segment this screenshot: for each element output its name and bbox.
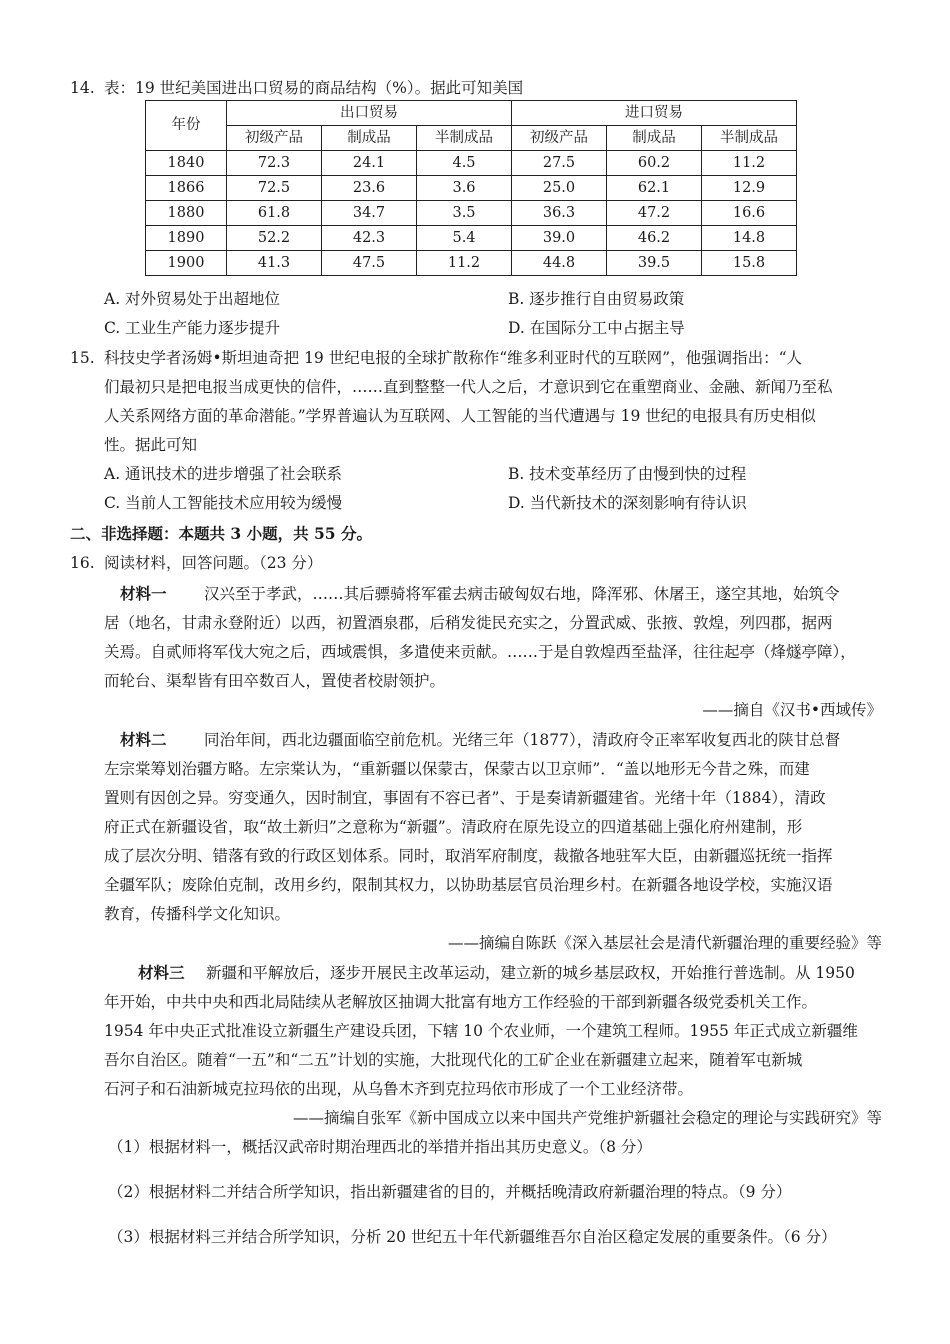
section-heading: 二、非选择题：本题共 3 小题，共 55 分。 bbox=[70, 524, 372, 543]
table-cell: 42.3 bbox=[322, 226, 417, 251]
table-cell: 1900 bbox=[146, 251, 227, 276]
table-cell: 47.5 bbox=[322, 251, 417, 276]
table-cell: 11.2 bbox=[417, 251, 512, 276]
table-cell: 3.5 bbox=[417, 201, 512, 226]
table-cell: 52.2 bbox=[227, 226, 322, 251]
sub-question-3: （3）根据材料三并结合所学知识，分析 20 世纪五十年代新疆维吾尔自治区稳定发展的重要条件。（6 分） bbox=[108, 1228, 837, 1246]
table-cell: 39.0 bbox=[512, 226, 607, 251]
table-cell: 4.5 bbox=[417, 151, 512, 176]
table-row bbox=[146, 226, 797, 251]
table-header-import: 进口贸易 bbox=[512, 101, 797, 126]
table-subheader: 半制成品 bbox=[702, 126, 797, 151]
table-subheader: 制成品 bbox=[607, 126, 702, 151]
question-stem-line: 们最初只是把电报当成更快的信件，……直到整整一代人之后，才意识到它在重塑商业、金融、新闻乃至私 bbox=[104, 378, 833, 396]
material-line: 年开始，中共中央和西北局陆续从老解放区抽调大批富有地方工作经验的干部到新疆各级党委机关工作。 bbox=[104, 993, 818, 1011]
material-label: 材料一 bbox=[120, 584, 167, 603]
table-cell: 3.6 bbox=[417, 176, 512, 201]
table-cell: 1890 bbox=[146, 226, 227, 251]
table-subheader: 制成品 bbox=[322, 126, 417, 151]
table-cell: 25.0 bbox=[512, 176, 607, 201]
material-line: 全疆军队；废除伯克制，改用乡约，限制其权力，以协助基层官员治理乡村。在新疆各地设学校，实施汉语 bbox=[104, 876, 833, 894]
option-d[interactable]: D. 在国际分工中占据主导 bbox=[508, 319, 685, 337]
table-cell: 15.8 bbox=[702, 251, 797, 276]
option-b[interactable]: B. 逐步推行自由贸易政策 bbox=[508, 290, 685, 308]
table-header-export: 出口贸易 bbox=[227, 101, 512, 126]
option-a[interactable]: A. 通讯技术的进步增强了社会联系 bbox=[104, 465, 343, 483]
table-cell: 36.3 bbox=[512, 201, 607, 226]
question-stem: 表：19 世纪美国进出口贸易的商品结构（%）。据此可知美国 bbox=[104, 79, 524, 97]
table-cell: 23.6 bbox=[322, 176, 417, 201]
table-cell: 1866 bbox=[146, 176, 227, 201]
material-line: 1954 年中央正式批准设立新疆生产建设兵团，下辖 10 个农业师，一个建筑工程师。1955 年正式成立新疆维 bbox=[104, 1022, 858, 1040]
material-label: 材料三 bbox=[138, 963, 185, 982]
option-c[interactable]: C. 当前人工智能技术应用较为缓慢 bbox=[104, 494, 343, 512]
option-b[interactable]: B. 技术变革经历了由慢到快的过程 bbox=[508, 465, 747, 483]
table-cell: 72.5 bbox=[227, 176, 322, 201]
material-source: ——摘编自张军《新中国成立以来中国共产党维护新疆社会稳定的理论与实践研究》等 bbox=[292, 1109, 882, 1127]
table-subheader: 半制成品 bbox=[417, 126, 512, 151]
table-cell: 39.5 bbox=[607, 251, 702, 276]
option-d[interactable]: D. 当代新技术的深刻影响有待认识 bbox=[508, 494, 747, 512]
sub-question-1: （1）根据材料一，概括汉武帝时期治理西北的举措并指出其历史意义。（8 分） bbox=[108, 1138, 652, 1156]
sub-question-2: （2）根据材料二并结合所学知识，指出新疆建省的目的，并概括晚清政府新疆治理的特点。（9 分） bbox=[108, 1183, 792, 1201]
table-cell: 14.8 bbox=[702, 226, 797, 251]
material-line: 汉兴至于孝武，……其后骠骑将军霍去病击破匈奴右地，降浑邪、休屠王，遂空其地，始筑令 bbox=[204, 585, 840, 603]
option-c[interactable]: C. 工业生产能力逐步提升 bbox=[104, 319, 281, 337]
table-cell: 5.4 bbox=[417, 226, 512, 251]
table-cell: 41.3 bbox=[227, 251, 322, 276]
material-line: 成了层次分明、错落有致的行政区划体系。同时，取消军府制度，裁撤各地驻军大臣，由新疆巡抚统一指挥 bbox=[104, 847, 833, 865]
material-line: 而轮台、渠犁皆有田卒数百人，置使者校尉领护。 bbox=[104, 672, 446, 690]
table-cell: 34.7 bbox=[322, 201, 417, 226]
material-line: 同治年间，西北边疆面临空前危机。光绪三年（1877），清政府令正率军收复西北的陕甘总督 bbox=[204, 731, 841, 749]
question-number: 14. bbox=[70, 79, 95, 97]
material-line: 石河子和石油新城克拉玛依的出现，从乌鲁木齐到克拉玛依市形成了一个工业经济带。 bbox=[104, 1080, 694, 1098]
table-cell: 61.8 bbox=[227, 201, 322, 226]
material-source: ——摘自《汉书•西域传》 bbox=[702, 701, 882, 719]
table-cell: 24.1 bbox=[322, 151, 417, 176]
table-row bbox=[146, 251, 797, 276]
question-stem-line: 科技史学者汤姆•斯坦迪奇把 19 世纪电报的全球扩散称作“维多利亚时代的互联网”，他强调指出：“人 bbox=[104, 349, 802, 367]
option-a[interactable]: A. 对外贸易处于出超地位 bbox=[104, 290, 281, 308]
table-cell: 1840 bbox=[146, 151, 227, 176]
table-cell: 47.2 bbox=[607, 201, 702, 226]
table-cell: 11.2 bbox=[702, 151, 797, 176]
material-line: 教育，传播科学文化知识。 bbox=[104, 905, 291, 923]
question-number: 16. bbox=[70, 554, 95, 572]
material-line: 关焉。自贰师将军伐大宛之后，西域震惧，多遣使来贡献。……于是自敦煌西至盐泽，往往起亭（烽燧亭障）， bbox=[104, 643, 856, 661]
table-subheader: 初级产品 bbox=[227, 126, 322, 151]
question-number: 15. bbox=[70, 349, 95, 367]
trade-structure-table bbox=[145, 100, 797, 276]
table-cell: 44.8 bbox=[512, 251, 607, 276]
table-row bbox=[146, 151, 797, 176]
material-line: 吾尔自治区。随着“一五”和“二五”计划的实施，大批现代化的工矿企业在新疆建立起来，随着军屯新城 bbox=[104, 1051, 803, 1069]
table-cell: 27.5 bbox=[512, 151, 607, 176]
table-cell: 60.2 bbox=[607, 151, 702, 176]
material-label: 材料二 bbox=[120, 730, 167, 749]
table-header-year: 年份 bbox=[146, 101, 227, 151]
material-source: ——摘编自陈跃《深入基层社会是清代新疆治理的重要经验》等 bbox=[447, 934, 882, 952]
table-subheader: 初级产品 bbox=[512, 126, 607, 151]
material-line: 左宗棠筹划治疆方略。左宗棠认为，“重新疆以保蒙古，保蒙古以卫京师”．“盖以地形无今昔之殊，而建 bbox=[104, 760, 810, 778]
table-cell: 46.2 bbox=[607, 226, 702, 251]
table-cell: 1880 bbox=[146, 201, 227, 226]
table-cell: 62.1 bbox=[607, 176, 702, 201]
material-line: 居（地名，甘肃永登附近）以西，初置酒泉郡，后稍发徙民充实之，分置武威、张掖、敦煌，列四郡，据两 bbox=[104, 614, 833, 632]
question-stem-line: 性。据此可知 bbox=[104, 436, 198, 454]
material-line: 府正式在新疆设省，取“故土新归”之意称为“新疆”。清政府在原先设立的四道基础上强化府州建制，形 bbox=[104, 818, 803, 836]
table-row bbox=[146, 201, 797, 226]
table-cell: 16.6 bbox=[702, 201, 797, 226]
table-row bbox=[146, 176, 797, 201]
table-cell: 12.9 bbox=[702, 176, 797, 201]
table-cell: 72.3 bbox=[227, 151, 322, 176]
material-line: 置则有因创之异。穷变通久，因时制宜，事固有不容已者”、于是奏请新疆建省。光绪十年（1884），清政 bbox=[104, 789, 826, 807]
question-stem-line: 人关系网络方面的革命潜能。”学界普遍认为互联网、人工智能的当代遭遇与 19 世纪的电报具有历史相似 bbox=[104, 407, 816, 425]
material-line: 新疆和平解放后，逐步开展民主改革运动，建立新的城乡基层政权，开始推行普选制。从 1950 bbox=[206, 964, 855, 982]
question-stem: 阅读材料，回答问题。（23 分） bbox=[104, 554, 323, 572]
